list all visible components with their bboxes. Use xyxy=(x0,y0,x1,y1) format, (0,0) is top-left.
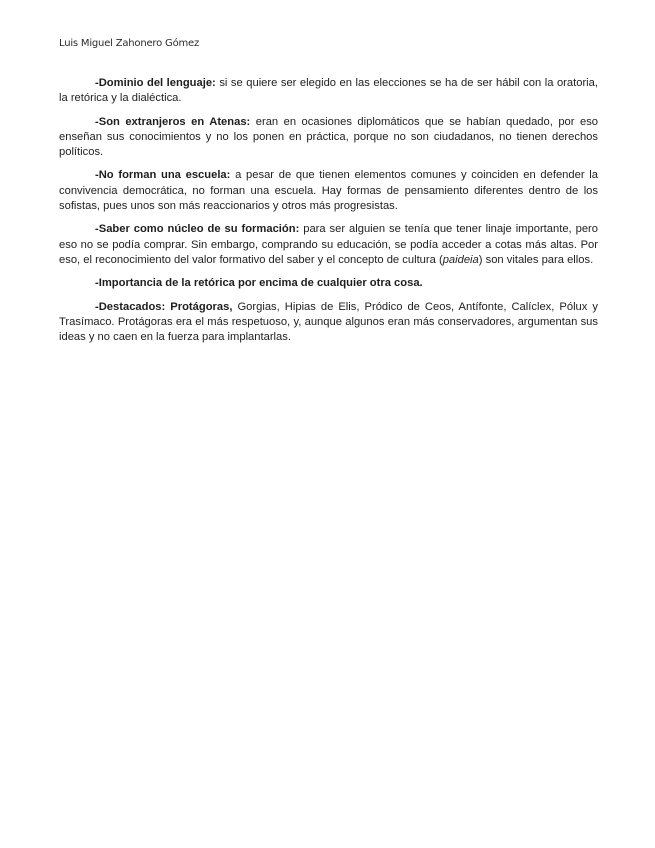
paragraph-text-before: para ser alguien se tenía que tener linaje importante, pero eso no se podía comprar. Sin embargo, comprando su educación, se podía acceder a cotas más altas. Por eso, el reconocimiento del valor formativo del saber y el concepto de cultura ( xyxy=(59,223,598,266)
paragraph-term: -Destacados: Protágoras, xyxy=(95,300,233,313)
paragraph-text-after: ) son vitales para ellos. xyxy=(478,253,594,266)
paragraph-text: eran en ocasiones diplomáticos que se habían quedado, por eso enseñan sus conocimientos y no los ponen en práctica, porque no son ciudadanos, no tienen derechos políticos. xyxy=(59,115,599,159)
paragraph-italic-term: paideia xyxy=(442,253,479,266)
paragraph-saber-nucleo xyxy=(59,222,598,268)
paragraph-term: -Importancia de la retórica por encima de cualquier otra cosa. xyxy=(95,277,423,290)
paragraph-text: Gorgias, Hipias de Elis, Pródico de Ceos, Antífonte, Calíclex, Pólux y Trasímaco. Protágoras era el más respetuoso, y, aunque algunos eran más conservadores, argumentan sus ideas y no caen en la fuerza para implantarlas. xyxy=(59,300,598,344)
paragraph-text: si se quiere ser elegido en las elecciones se ha de ser hábil con la oratoria, la retórica y la dialéctica. xyxy=(59,77,599,105)
paragraph-text: a pesar de que tienen elementos comunes y coinciden en defender la convivencia democrática, no forman una escuela. Hay formas de pensamiento diferentes dentro de los sofistas, pues unos son más reaccionarios y otros más progresistas. xyxy=(59,169,599,213)
paragraph-retorica xyxy=(59,276,598,291)
paragraph-term: -No forman una escuela: xyxy=(95,169,231,182)
paragraph-term: -Son extranjeros en Atenas: xyxy=(95,115,251,128)
paragraph-destacados xyxy=(59,300,598,346)
paragraph-dominio-lenguaje xyxy=(59,76,598,107)
paragraph-extranjeros xyxy=(59,115,598,161)
paragraph-term: -Dominio del lenguaje: xyxy=(95,77,216,89)
document-body xyxy=(59,76,598,353)
paragraph-term: -Saber como núcleo de su formación: xyxy=(95,223,300,236)
page-header-author: Luis Miguel Zahonero Gómez xyxy=(59,38,200,49)
paragraph-no-escuela xyxy=(59,168,598,214)
